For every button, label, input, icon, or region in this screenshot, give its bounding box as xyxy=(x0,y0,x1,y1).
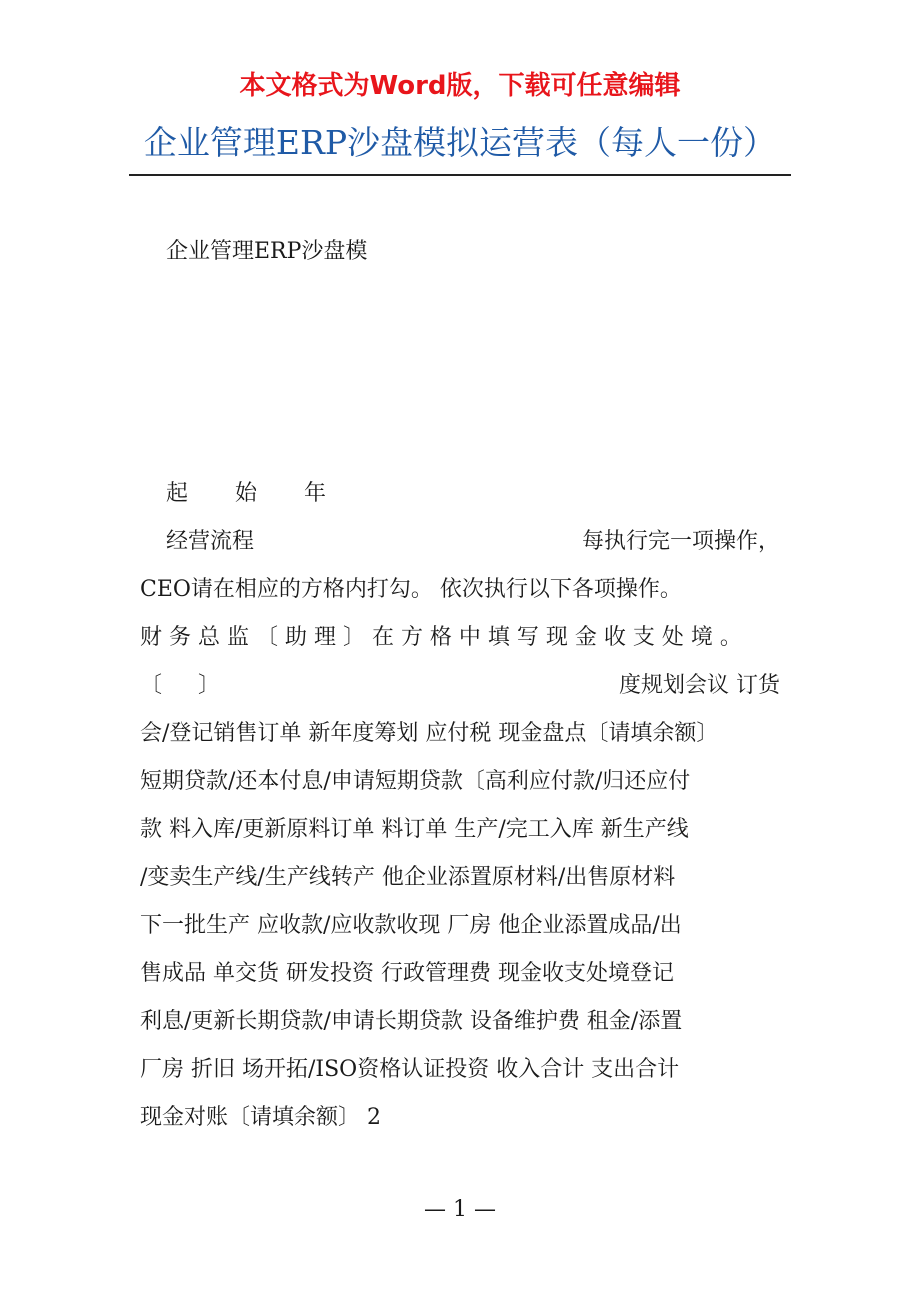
operation-paragraph xyxy=(140,566,780,1142)
paragraph-line: CEO请在相应的方格内打勾。 依次执行以下各项操作。 xyxy=(140,577,682,602)
bracket-right-text: 度规划会议 订货 xyxy=(619,673,780,698)
document-subtitle: 企业管理ERP沙盘模 xyxy=(166,239,368,264)
paragraph-line: 售成品 单交货 研发投资 行政管理费 现金收支处境登记 xyxy=(140,961,674,986)
title-divider xyxy=(129,174,791,176)
paragraph-line: 会/登记销售订单 新年度筹划 应付税 现金盘点〔请填余额〕 xyxy=(140,721,719,746)
paragraph-line: 利息/更新长期贷款/申请长期贷款 设备维护费 租金/添置 xyxy=(140,1009,683,1034)
paragraph-line: 款 料入库/更新原料订单 料订单 生产/完工入库 新生产线 xyxy=(140,817,689,842)
paragraph-line: 短期贷款/还本付息/申请短期贷款〔高利应付款/归还应付 xyxy=(140,769,691,794)
flow-label: 经营流程 xyxy=(166,529,255,554)
flow-instruction: 每执行完一项操作， xyxy=(582,529,781,554)
paragraph-line: 现金对账〔请填余额〕 2 xyxy=(140,1105,381,1130)
paragraph-line: 厂房 折旧 场开拓/ISO资格认证投资 收入合计 支出合计 xyxy=(140,1057,680,1082)
paragraph-line: 财 务 总 监 〔 助 理 〕 在 方 格 中 填 写 现 金 收 支 处 境 。 xyxy=(140,625,742,650)
year-label: 起 始 年 xyxy=(166,481,346,506)
bracket-line xyxy=(140,662,780,710)
document-title: 企业管理ERP沙盘模拟运营表（每人一份） xyxy=(143,123,777,162)
paragraph-line: /变卖生产线/生产线转产 他企业添置原材料/出售原材料 xyxy=(140,865,676,890)
page-number: — 1 — xyxy=(424,1197,496,1222)
paragraph-line: 下一批生产 应收款/应收款收现 厂房 他企业添置成品/出 xyxy=(140,913,682,938)
bracket-close: 〕 xyxy=(197,673,220,698)
format-notice: 本文格式为Word版，下载可任意编辑 xyxy=(239,71,681,101)
bracket-open: 〔 xyxy=(140,673,163,698)
